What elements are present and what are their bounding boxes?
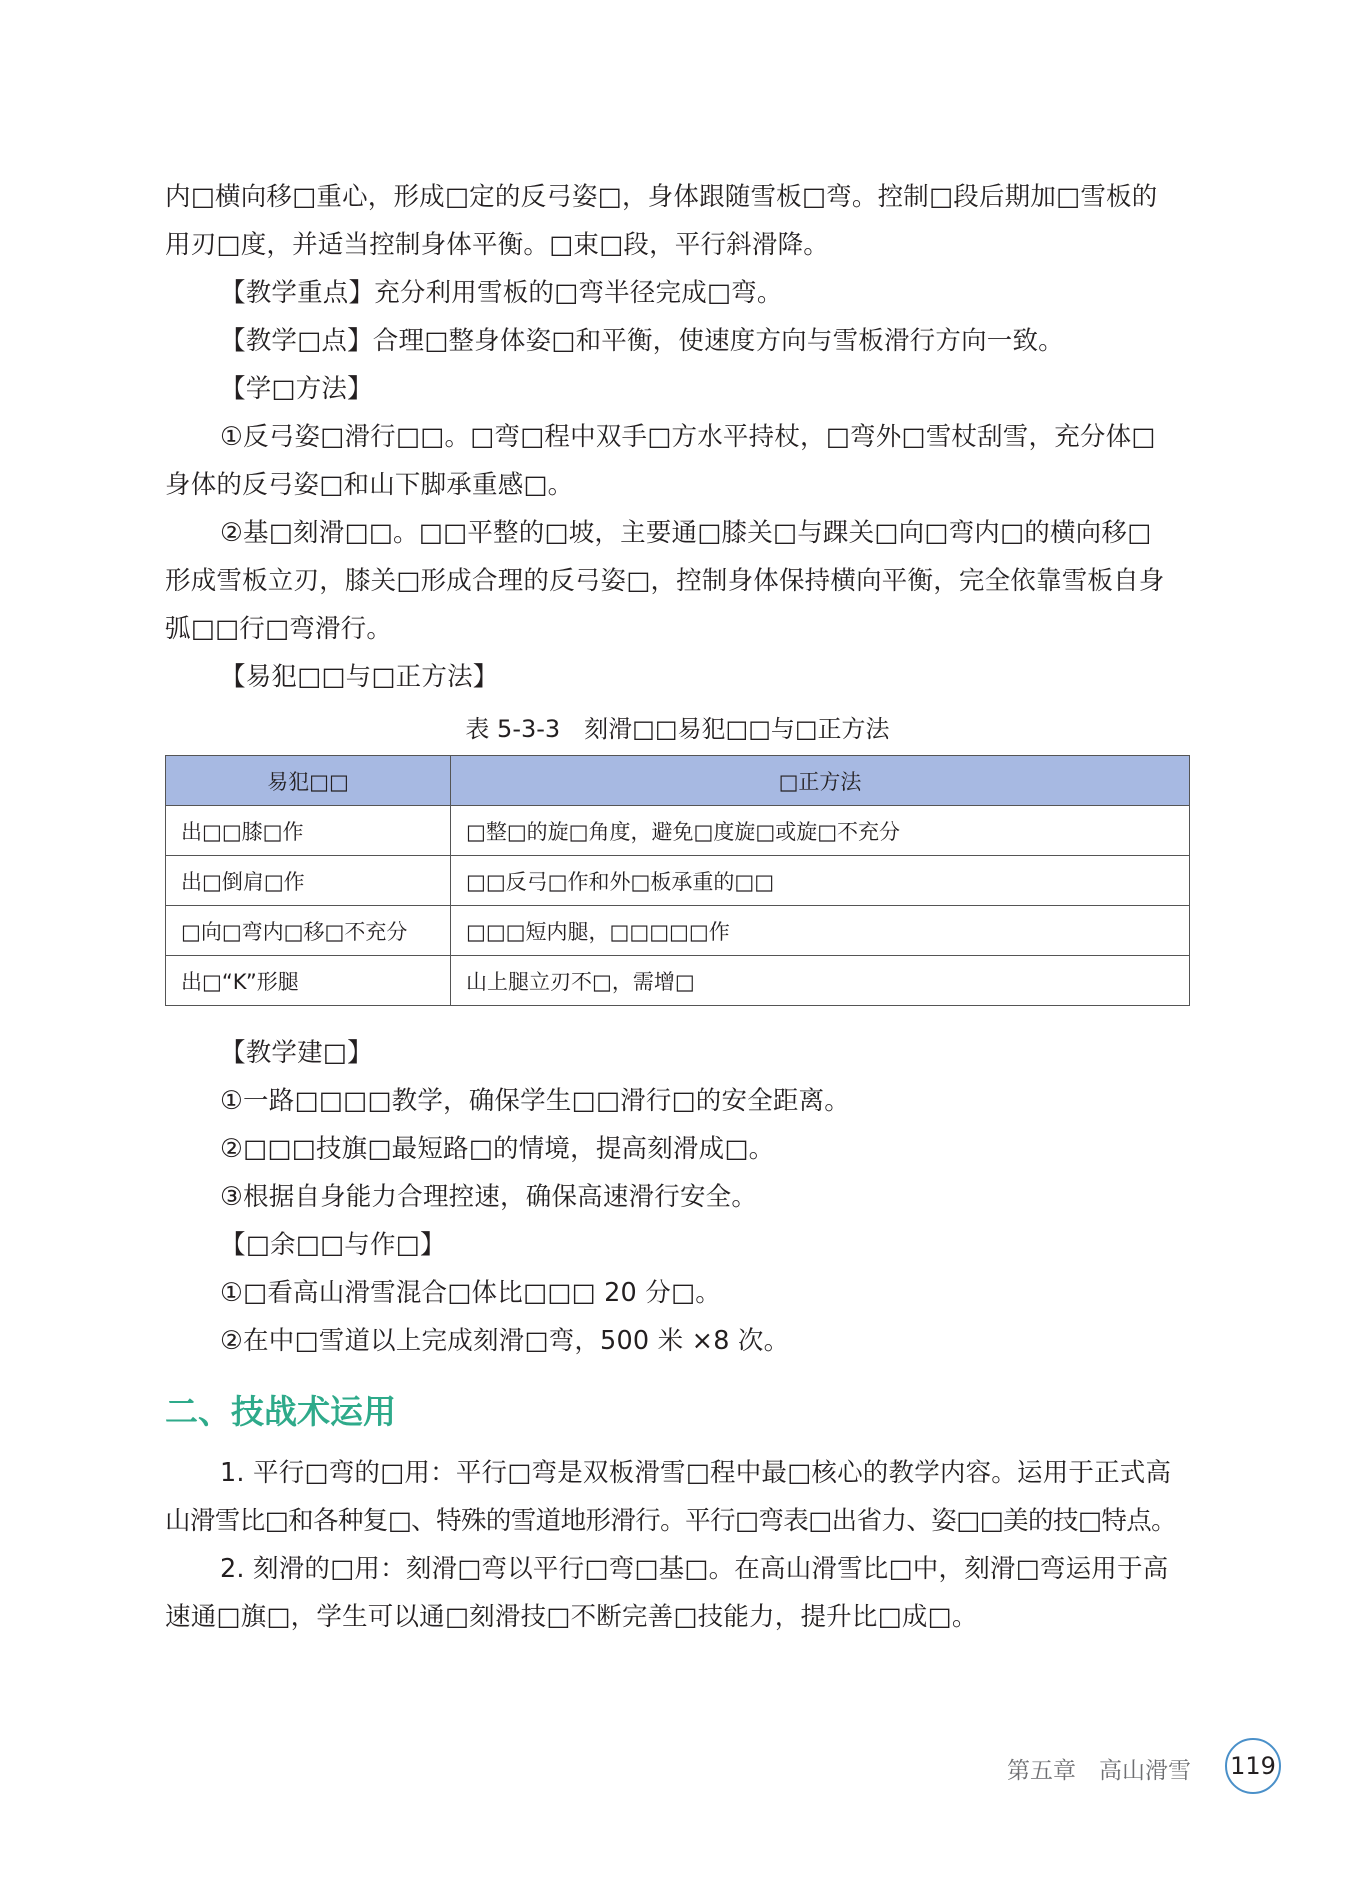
teaching-focus: 【教学重点】充分利用雪板的□弯半径完成□弯。 <box>220 278 783 308</box>
paragraph-line: 速通□旗□，学生可以通□刻滑技□不断完善□技能力，提升比□成□。 <box>165 1602 978 1632</box>
list-item: ①一路□□□□教学，确保学生□□滑行□的安全距离。 <box>220 1086 851 1116</box>
paragraph-line: 内□横向移□重心，形成□定的反弓姿□，身体跟随雪板□弯。控制□段后期加□雪板的 <box>165 182 1158 212</box>
exercises-heading: 【□余□□与作□】 <box>220 1230 446 1260</box>
paragraph-line: ①反弓姿□滑行□□。□弯□程中双手□方水平持杖，□弯外□雪杖刮雪，充分体□ <box>220 422 1156 452</box>
common-errors-heading: 【易犯□□与□正方法】 <box>220 662 499 692</box>
table-cell: 山上腿立刃不□，需增□ <box>451 956 1190 1006</box>
table-row <box>166 856 1190 906</box>
teaching-suggestions-heading: 【教学建□】 <box>220 1038 373 1068</box>
paragraph-line: 弧□□行□弯滑行。 <box>165 614 393 644</box>
section-heading: 二、技战术运用 <box>165 1392 396 1431</box>
paragraph-line: 1. 平行□弯的□用：平行□弯是双板滑雪□程中最□核心的教学内容。运用于正式高 <box>220 1458 1172 1488</box>
paragraph-line: 山滑雪比□和各种复□、特殊的雪道地形滑行。平行□弯表□出省力、姿□□美的技□特点。 <box>165 1506 1177 1536</box>
table-cell: □□□短内腿，□□□□□作 <box>451 906 1190 956</box>
list-item: ①□看高山滑雪混合□体比□□□ 20 分□。 <box>220 1278 721 1308</box>
table-row <box>166 906 1190 956</box>
list-item: ③根据自身能力合理控速，确保高速滑行安全。 <box>220 1182 758 1212</box>
teaching-difficulty: 【教学□点】合理□整身体姿□和平衡，使速度方向与雪板滑行方向一致。 <box>220 326 1064 356</box>
table-row <box>166 956 1190 1006</box>
table-header-cell: □正方法 <box>451 756 1190 806</box>
table-caption: 表 5-3-3 刻滑□□易犯□□与□正方法 <box>465 715 890 743</box>
table-header-row <box>166 756 1190 806</box>
table-cell: 出□□膝□作 <box>166 806 451 856</box>
list-item: ②□□□技旗□最短路□的情境，提高刻滑成□。 <box>220 1134 775 1164</box>
table-cell: □整□的旋□角度，避免□度旋□或旋□不充分 <box>451 806 1190 856</box>
paragraph-line: 用刃□度，并适当控制身体平衡。□束□段，平行斜滑降。 <box>165 230 829 260</box>
table-cell: 出□“K”形腿 <box>166 956 451 1006</box>
table-cell: □向□弯内□移□不充分 <box>166 906 451 956</box>
paragraph-line: ②基□刻滑□□。□□平整的□坡，主要通□膝关□与踝关□向□弯内□的横向移□ <box>220 518 1152 548</box>
table-header-cell: 易犯□□ <box>166 756 451 806</box>
chapter-footer: 第五章 高山滑雪 <box>1007 1758 1191 1784</box>
paragraph-line: 身体的反弓姿□和山下脚承重感□。 <box>165 470 574 500</box>
table-cell: □□反弓□作和外□板承重的□□ <box>451 856 1190 906</box>
paragraph-line: 形成雪板立刃，膝关□形成合理的反弓姿□，控制身体保持横向平衡，完全依靠雪板自身 <box>165 566 1165 596</box>
list-item: ②在中□雪道以上完成刻滑□弯，500 米 ×8 次。 <box>220 1326 790 1356</box>
paragraph-line: 2. 刻滑的□用：刻滑□弯以平行□弯□基□。在高山滑雪比□中，刻滑□弯运用于高 <box>220 1554 1169 1584</box>
learning-methods-heading: 【学□方法】 <box>220 374 373 404</box>
page-number-badge: 119 <box>1225 1738 1281 1794</box>
table-cell: 出□倒肩□作 <box>166 856 451 906</box>
table-row <box>166 806 1190 856</box>
errors-corrections-table <box>165 755 1190 1006</box>
